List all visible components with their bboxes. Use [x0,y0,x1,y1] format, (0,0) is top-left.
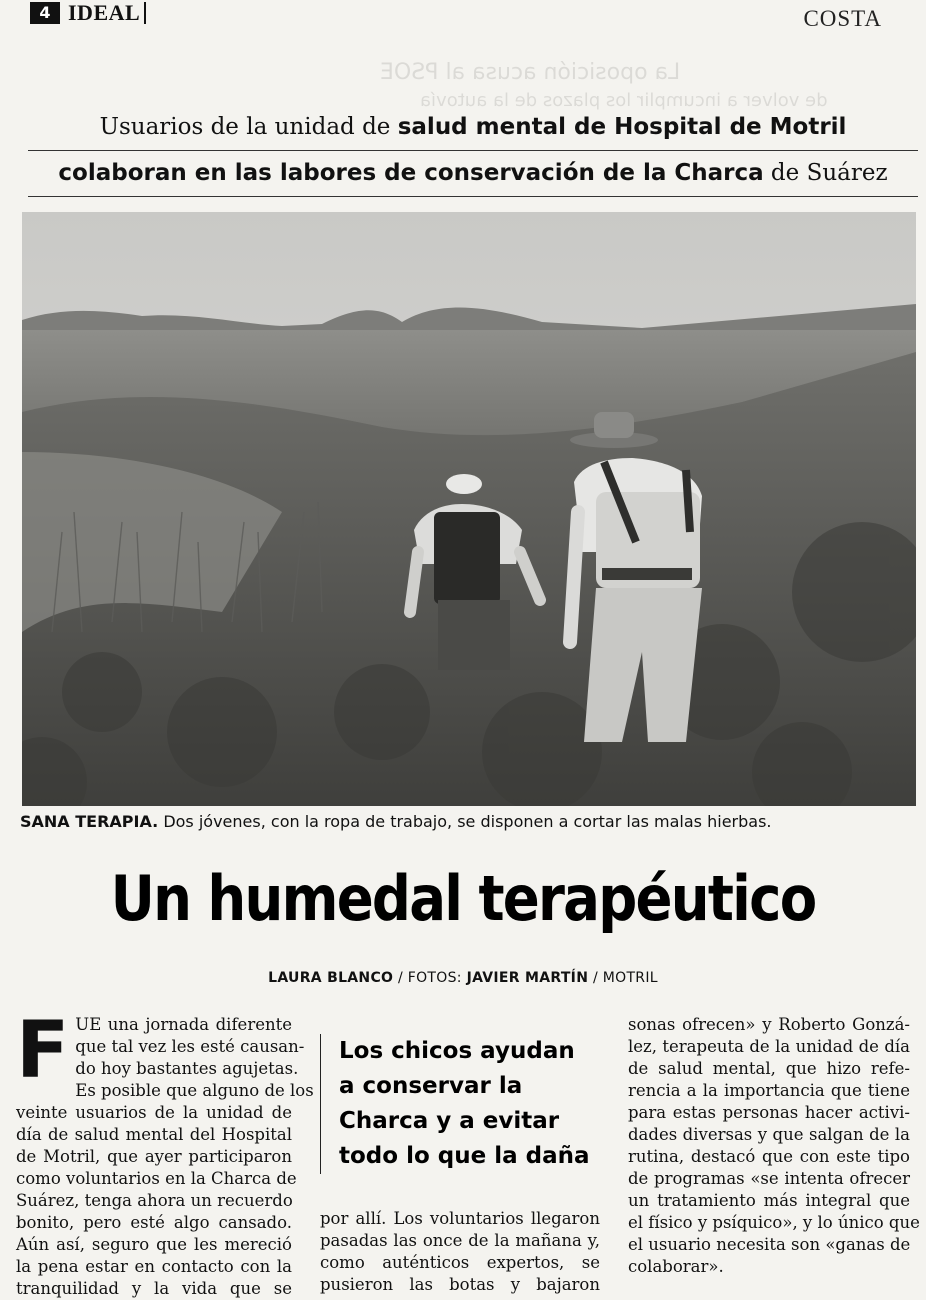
article-line: UE una jornada diferente [75,1015,292,1034]
page-number: 4 [30,2,60,24]
article-line: Aún así, seguro que les mereció [16,1235,292,1254]
article-line: pasadas las once de la mañana y, [320,1231,600,1250]
article-line: día de salud mental del Hospital [16,1125,292,1144]
caption-text: Dos jóvenes, con la ropa de trabajo, se disponen a cortar las malas hierbas. [158,812,772,831]
article-line: Es posible que alguno de los [75,1081,314,1100]
article-line: rutina, destacó que con este tipo [628,1147,910,1166]
bleed-through-text: La oposición acusa al PSOE [380,60,681,85]
pull-quote-line: Charca y a evitar [339,1108,560,1134]
deck-line-2-plain: de Suárez [763,160,888,186]
drop-cap: F [16,1006,70,1096]
article-line: de programas «se intenta ofrecer [628,1169,910,1188]
article-line: de Motril, que ayer participaron [16,1147,292,1166]
byline-photographer: JAVIER MARTÍN [466,970,589,986]
byline-separator-2: / [588,970,603,986]
photo-caption [20,812,772,831]
article-line: por allí. Los voluntarios llegaron [320,1209,600,1228]
article-line: bonito, pero esté algo cansado. [16,1213,292,1232]
article-line: sonas ofrecen» y Roberto Gonzá- [628,1015,910,1034]
pull-quote-line: Los chicos ayudan [339,1038,575,1064]
bleed-through-text-2: de volver a incumplir los plazos de la autovía [420,90,828,111]
article-line: la pena estar en contacto con la [16,1257,292,1276]
article-line: para estas personas hacer activi- [628,1103,910,1122]
section-label: COSTA [803,6,882,31]
article-line: como auténticos expertos, se [320,1253,600,1272]
article-line: rencia a la importancia que tiene [628,1081,910,1100]
article-line: dades diversas y que salgan de la [628,1125,910,1144]
article-line: veinte usuarios de la unidad de [16,1103,292,1122]
pull-quote [320,1034,621,1174]
deck-rule-bottom [28,196,918,197]
article-column-2 [320,1208,600,1296]
deck-line-1-plain: Usuarios de la unidad de [99,114,398,140]
article-line: colaborar». [628,1257,724,1276]
article-line: de salud mental, que hizo refe- [628,1059,910,1078]
byline-separator-1: / FOTOS: [393,970,467,986]
article-line: el usuario necesita son «ganas de [628,1235,911,1254]
masthead-divider [144,2,146,24]
deck-line-2 [28,156,918,190]
article-line: un tratamiento más integral que [628,1191,910,1210]
article-line: que tal vez les esté causan- [75,1037,305,1056]
caption-label: SANA TERAPIA. [20,812,159,831]
article-line: tranquilidad y la vida que se [16,1279,292,1298]
article-line: el físico y psíquico», y lo único que [628,1213,920,1232]
article-line: do hoy bastantes agujetas. [75,1059,299,1078]
masthead [0,0,926,31]
wetland-photo [22,212,916,806]
article-column-3 [628,1014,920,1278]
article-line: Suárez, tenga ahora un recuerdo [16,1191,293,1210]
article-line: lez, terapeuta de la unidad de día [628,1037,910,1056]
byline-place: MOTRIL [602,970,658,986]
headline: Un humedal terapéutico [110,862,816,935]
pull-quote-line: a conservar la [339,1073,523,1099]
article-photo [22,212,916,806]
byline [0,970,926,986]
deck-line-1 [28,110,918,144]
pull-quote-line: todo lo que la daña [339,1143,590,1169]
article-line: como voluntarios en la Charca de [16,1169,297,1188]
deck-line-1-bold: salud mental de Hospital de Motril [397,114,847,140]
byline-author: LAURA BLANCO [268,970,394,986]
article-line: pusieron las botas y bajaron [320,1275,600,1294]
deck-rule-top [28,150,918,151]
deck-line-2-bold: colaboran en las labores de conservación de la Charca [58,160,764,186]
article-column-1 [16,1006,314,1300]
newspaper-logo: IDEAL [68,0,141,25]
